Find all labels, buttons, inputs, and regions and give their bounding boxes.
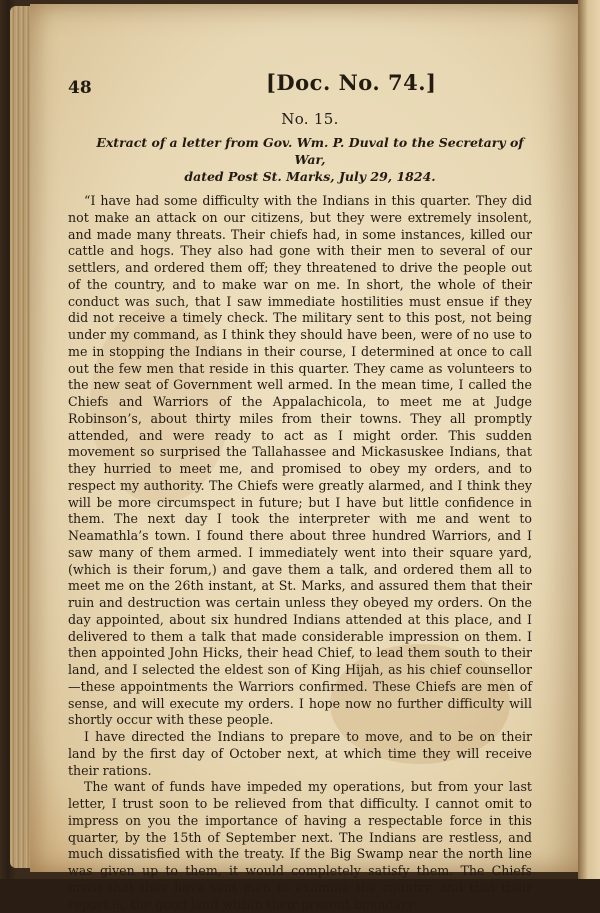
document-header: [Doc. No. 74.] [266, 70, 437, 95]
extract-heading-line: Extract of a letter from Gov. Wm. P. Duval to the Secretary of War, [96, 135, 524, 167]
section-title: No. 15. [281, 110, 339, 128]
page-content [68, 70, 532, 913]
paragraph: I have directed the Indians to prepare to move, and to be on their land by the first day of October next, at which time they will receive their rations. [68, 729, 532, 778]
paragraph: “I have had some difficulty with the Indians in this quarter. They did not make an attack on our citizens, but they were extremely insolent, and made many threats. Their chiefs had, in some instances, killed our cattle and hogs. They also had gone with their men to several of our settlers, and ordered them off; they threatened to drive the people out of the country, and to make war on me. In short, the whole of their conduct was such, that I saw immediate hostilities must ensue if they did not receive a timely check. The military sent to this post, not being under my command, as I think they should have been, were of no use to me in stopping the Indians in their course, I determined at once to call out the few men that reside in this quarter. They came as volunteers to the new seat of Government well armed. In the mean time, I called the Chiefs and Warriors of the Appalachicola, to meet me at Judge Robinson’s, about thirty miles from their towns. They all promptly attended, and were ready to act as I might order. This sudden movement so surprised the Tallahassee and Mickasuskee Indians, that they hurried to meet me, and promised to obey my orders, and to respect my authority. The Chiefs were greatly alarmed, and I think they will be more circumspect in future; but I have but little confidence in them. The next day I took the interpreter with me and went to Neamathla’s town. I found there about three hundred Warriors, and I saw many of them armed. I immediately went into their square yard, (which is their forum,) and gave them a talk, and ordered them all to meet me on the 26th instant, at St. Marks, and assured them that their ruin and destruction was certain unless they obeyed my orders. On the day appointed, about six hundred Indians attended at this place, and I delivered to them a talk that made considerable impression on them. I then appointed John Hicks, their head Chief, to lead them south to their land, and I selected the eldest son of King Hijah, as his chief counsellor—these appointments the Warriors confirmed. These Chiefs are men of sense, and will execute my orders. I hope now no further difficulty will shortly occur with these people. [68, 193, 532, 728]
page-number: 48 [68, 78, 92, 98]
page-header [68, 70, 532, 104]
paragraph: The want of funds have impeded my operations, but from your last letter, I trust soon to be relieved from that difficulty. I cannot omit to impress on you the importance of having a respectable force in this quarter, by the 15th of September next. The Indians are restless, and much dissatisfied with the treaty. If the Big Swamp near the north line was given up to them, it would completely satisfy them. The Chiefs insist that they have sent men to examine the country, and that their report is, the good land within their present boundary [68, 779, 532, 912]
letter-body [68, 193, 532, 913]
extract-heading [88, 134, 532, 185]
extract-heading-line: dated Post St. Marks, July 29, 1824. [184, 169, 436, 184]
facing-page-edge [578, 0, 600, 879]
